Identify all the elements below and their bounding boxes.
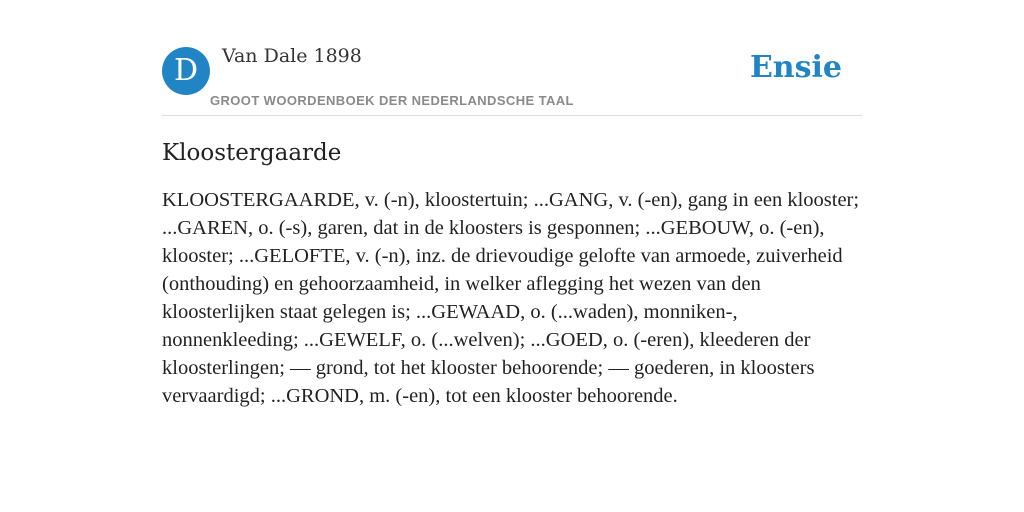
source-subtitle: GROOT WOORDENBOEK DER NEDERLANDSCHE TAAL [210,93,574,108]
card-header [162,0,862,116]
source-logo[interactable]: D [162,47,210,95]
entry-definition: KLOOSTERGAARDE, v. (-n), kloostertuin; ...GANG, v. (-en), gang in een klooster; ...GAREN, o. (-s), garen, dat in de kloosters is gesponnen; ...GEBOUW, o. (-en), klooster; ...GELOFTE, v. (-n), inz. de drievoudige gelofte van armoede, zuiverheid (onthouding) en gehoorzaamheid, in welker aflegging het wezen van den kloosterlijken staat gelegen is; ...GEWAAD, o. (...waden), monniken-, nonnenkleeding; ...GEWELF, o. (...welven); ...GOED, o. (-eren), kleederen der kloosterlingen; — grond, tot het klooster behoorende; — goederen, in kloosters vervaardigd; ...GROND, m. (-en), tot een klooster behoorende. [162,189,860,407]
entry-title: Kloostergaarde [162,140,342,166]
source-name[interactable]: Van Dale 1898 [222,45,362,67]
dictionary-card [162,0,862,410]
brand-logo[interactable]: Ensie [749,50,842,85]
